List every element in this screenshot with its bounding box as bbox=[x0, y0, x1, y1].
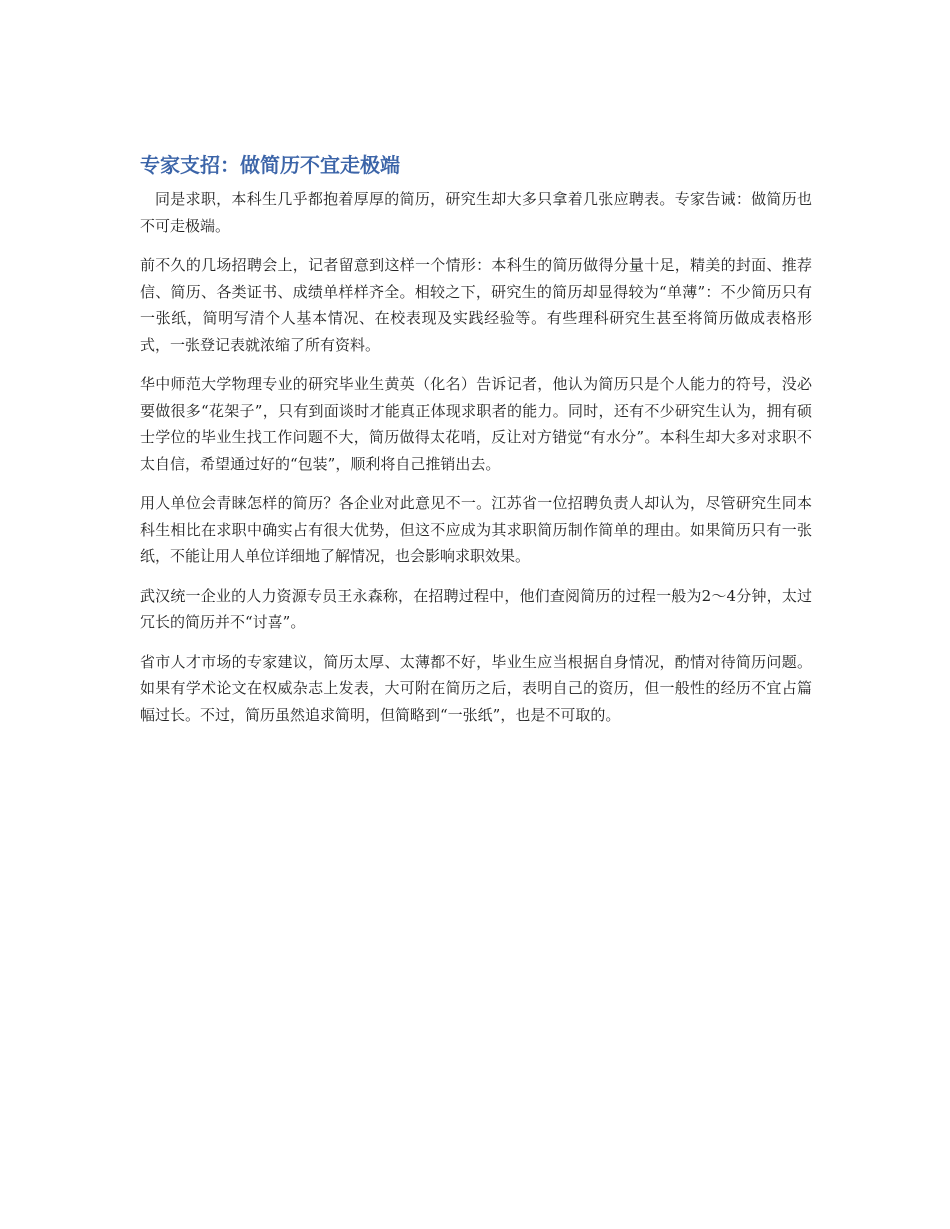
paragraph-job-fair: 前不久的几场招聘会上，记者留意到这样一个情形：本科生的简历做得分量十足，精美的封面、推荐信、简历、各类证书、成绩单样样齐全。相较之下，研究生的简历却显得较为“单薄”：不少简历只有一张纸，简明写清个人基本情况、在校表现及实践经验等。有些理科研究生甚至将简历做成表格形式，一张登记表就浓缩了所有资料。 bbox=[140, 256, 812, 354]
article-title: 专家支招：做简历不宜走极端 bbox=[140, 153, 400, 177]
article bbox=[140, 148, 812, 741]
paragraph-student-view: 华中师范大学物理专业的研究毕业生黄英（化名）告诉记者，他认为简历只是个人能力的符号，没必要做很多“花架子”，只有到面谈时才能真正体现求职者的能力。同时，还有不少研究生认为，拥有硕士学位的毕业生找工作问题不大，简历做得太花哨，反让对方错觉“有水分”。本科生却大多对求职不太自信，希望通过好的“包装”，顺利将自己推销出去。 bbox=[140, 375, 812, 473]
paragraph-hr-specialist: 武汉统一企业的人力资源专员王永森称，在招聘过程中，他们查阅简历的过程一般为2～4分钟，太过冗长的简历并不“讨喜”。 bbox=[140, 586, 812, 631]
paragraph-employer-view: 用人单位会青睐怎样的简历？各企业对此意见不一。江苏省一位招聘负责人却认为，尽管研究生同本科生相比在求职中确实占有很大优势，但这不应成为其求职简历制作简单的理由。如果简历只有一张纸，不能让用人单位详细地了解情况，也会影响求职效果。 bbox=[140, 494, 812, 565]
paragraph-intro: 同是求职，本科生几乎都抱着厚厚的简历，研究生却大多只拿着几张应聘表。专家告诫：做简历也不可走极端。 bbox=[140, 190, 812, 235]
paragraph-expert-advice: 省市人才市场的专家建议，简历太厚、太薄都不好，毕业生应当根据自身情况，酌情对待简历问题。如果有学术论文在权威杂志上发表，大可附在简历之后，表明自己的资历，但一般性的经历不宜占篇幅过长。不过，简历虽然追求简明，但简略到“一张纸”，也是不可取的。 bbox=[140, 652, 812, 724]
